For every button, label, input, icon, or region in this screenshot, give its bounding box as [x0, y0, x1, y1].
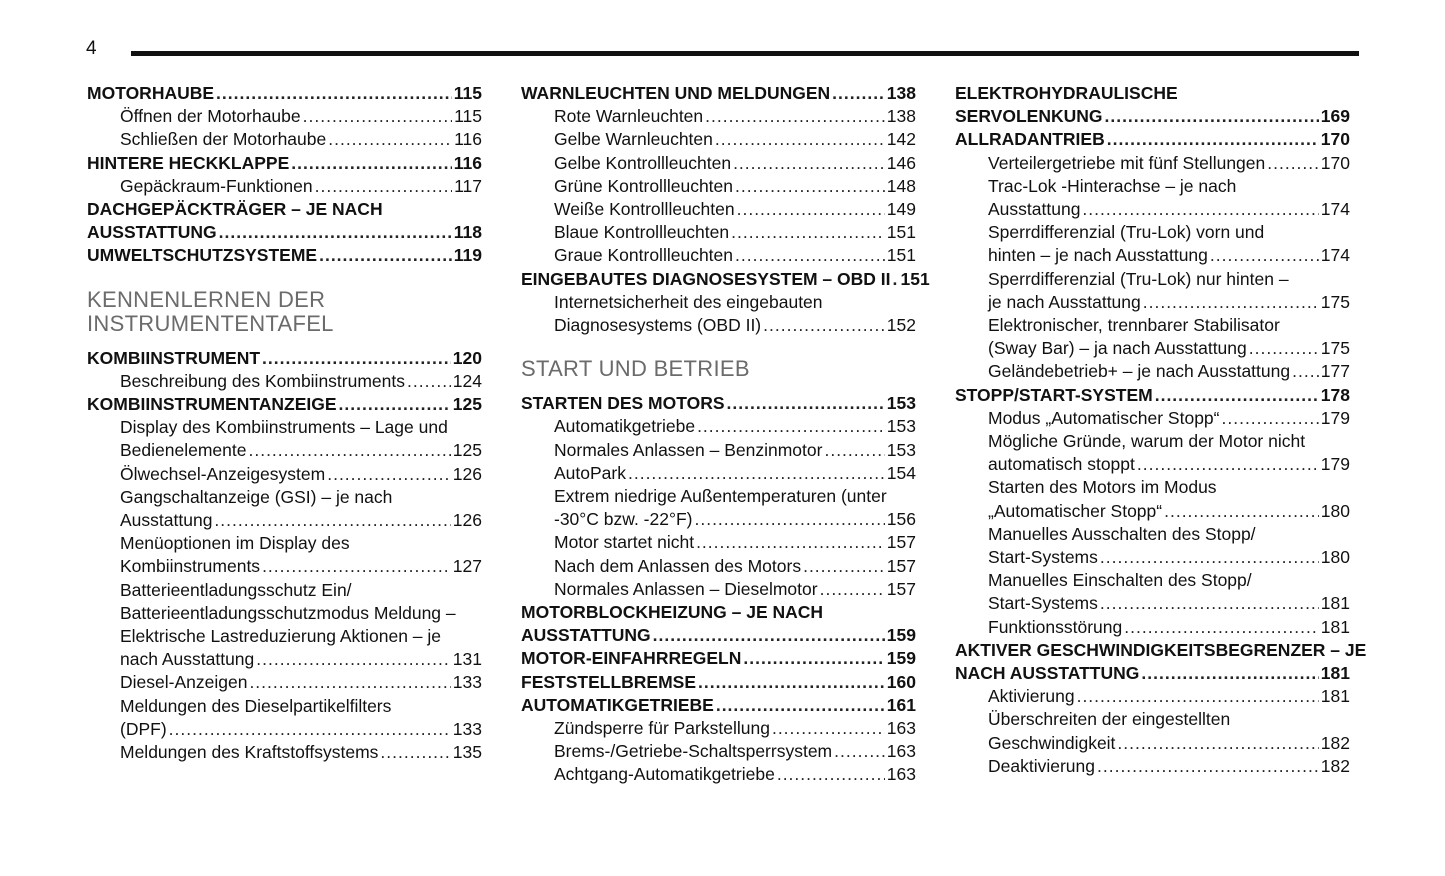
toc-page-number[interactable]: 179	[1320, 407, 1350, 428]
toc-entry-line: Gangschaltanzeige (GSI) – je nach	[120, 486, 393, 507]
section-heading	[521, 357, 916, 381]
toc-subentry[interactable]	[955, 152, 1350, 175]
dot-leader	[407, 370, 451, 393]
toc-subentry[interactable]	[955, 337, 1350, 360]
toc-subentry[interactable]	[955, 755, 1350, 778]
toc-entry-label: Deaktivierung	[988, 755, 1095, 776]
toc-chapter-entry[interactable]	[521, 268, 930, 291]
toc-entry-label: Grüne Kontrollleuchten	[554, 175, 733, 196]
dot-leader	[169, 718, 451, 741]
dot-leader	[733, 152, 885, 175]
toc-page-number[interactable]: 133	[452, 672, 482, 693]
header-rule	[131, 51, 1359, 56]
toc-page-number[interactable]: 124	[452, 370, 482, 391]
toc-subentry[interactable]	[955, 453, 1350, 476]
toc-entry-line: Manuelles Einschalten des Stopp/	[988, 570, 1252, 591]
toc-subentry[interactable]	[955, 244, 1350, 267]
toc-entry-line: Überschreiten der eingestellten	[988, 709, 1231, 730]
toc-page-number[interactable]: 151	[886, 222, 916, 243]
dot-leader	[653, 624, 885, 647]
toc-subentry[interactable]	[955, 291, 1350, 314]
dot-leader	[698, 671, 885, 694]
toc-entry-label: MOTOR-EINFAHRREGELN	[521, 648, 742, 669]
toc-page-number[interactable]: 170	[1320, 152, 1350, 173]
toc-subentry[interactable]	[955, 592, 1350, 615]
dot-leader	[735, 244, 885, 267]
toc-entry-label: Ölwechsel-Anzeigesystem	[120, 463, 326, 484]
toc-subentry[interactable]	[521, 244, 916, 267]
toc-subentry[interactable]	[955, 407, 1350, 430]
toc-entry-label: (Sway Bar) – ja nach Ausstattung	[988, 338, 1247, 359]
toc-page-number[interactable]: 115	[453, 83, 482, 103]
toc-entry-label: Weiße Kontrollleuchten	[554, 199, 735, 220]
toc-page-number[interactable]: 157	[886, 555, 916, 576]
toc-page-number[interactable]: 154	[886, 462, 916, 483]
dot-leader	[1164, 500, 1319, 523]
toc-entry-label: Graue Kontrollleuchten	[554, 245, 733, 266]
toc-entry-label: KOMBIINSTRUMENT	[87, 347, 261, 368]
dot-leader	[735, 175, 885, 198]
toc-page-number[interactable]: 174	[1320, 199, 1350, 220]
dot-leader	[249, 671, 450, 694]
toc-subentry[interactable]	[521, 555, 916, 578]
dot-leader	[1082, 198, 1318, 221]
toc-chapter-entry[interactable]	[955, 105, 1350, 128]
dot-leader	[1292, 360, 1319, 383]
toc-entry-label: Schließen der Motorhaube	[120, 129, 327, 150]
dot-leader	[705, 105, 885, 128]
toc-entry-line: MOTORBLOCKHEIZUNG – JE NACH	[521, 602, 824, 623]
toc-entry-line: Batterieentladungsschutzmodus Meldung –	[120, 602, 456, 623]
toc-page-number[interactable]: 115	[454, 106, 482, 127]
toc-page-number[interactable]: 174	[1320, 245, 1350, 266]
dot-leader	[1104, 105, 1318, 128]
dot-leader	[214, 509, 450, 532]
toc-page-number[interactable]: 152	[886, 315, 916, 336]
toc-entry-label: WARNLEUCHTEN UND MELDUNGEN	[521, 83, 831, 103]
toc-entry-label: Meldungen des Kraftstoffsystems	[120, 742, 379, 763]
toc-column-1	[87, 82, 482, 764]
toc-subentry[interactable]	[955, 616, 1350, 639]
toc-page-number[interactable]: 135	[452, 742, 482, 763]
toc-entry-label: AUSSTATTUNG	[521, 625, 651, 646]
toc-entry-label: Blaue Kontrollleuchten	[554, 222, 730, 243]
toc-entry-label: nach Ausstattung	[120, 649, 255, 670]
toc-entry-line: Meldungen des Dieselpartikelfilters	[120, 695, 392, 716]
dot-leader	[1107, 128, 1319, 151]
dot-leader	[832, 82, 885, 105]
toc-page-number[interactable]: 125	[452, 440, 482, 461]
toc-page-number[interactable]: 118	[453, 222, 482, 243]
toc-entry-label: automatisch stoppt	[988, 454, 1135, 475]
toc-page-number[interactable]: 142	[886, 129, 916, 150]
toc-page-number[interactable]: 157	[886, 578, 916, 599]
toc-entry-label: Zündsperre für Parkstellung	[554, 718, 770, 739]
toc-chapter-entry[interactable]	[521, 82, 916, 105]
dot-leader	[743, 647, 884, 670]
toc-page-number[interactable]: 170	[1320, 129, 1350, 150]
dot-leader	[628, 462, 885, 485]
toc-page-number[interactable]: 182	[1320, 755, 1350, 776]
toc-page-number[interactable]: 146	[886, 152, 916, 173]
toc-entry-line: Mögliche Gründe, warum der Motor nicht	[988, 431, 1306, 452]
dot-leader	[696, 531, 885, 554]
toc-entry-label: Beschreibung des Kombiinstruments	[120, 370, 406, 391]
toc-entry-label: UMWELTSCHUTZSYSTEME	[87, 245, 318, 266]
dot-leader	[1210, 244, 1319, 267]
toc-chapter-entry[interactable]	[955, 662, 1350, 685]
dot-leader	[731, 221, 885, 244]
toc-page-number[interactable]: 148	[886, 175, 916, 196]
dot-leader	[291, 152, 452, 175]
toc-page-number[interactable]: 126	[452, 463, 482, 484]
toc-page-number[interactable]: 175	[1320, 291, 1350, 312]
toc-page-number[interactable]: 153	[886, 439, 916, 460]
toc-subentry[interactable]	[87, 555, 482, 578]
toc-entry-label: Gepäckraum-Funktionen	[120, 175, 313, 196]
toc-entry-label: AUTOMATIKGETRIEBE	[521, 694, 714, 715]
toc-subentry[interactable]	[521, 531, 916, 554]
toc-entry-line: Sperrdifferenzial (Tru-Lok) vorn und	[988, 222, 1265, 243]
toc-entry-label: Start-Systems	[988, 547, 1098, 568]
dot-leader	[824, 439, 884, 462]
toc-entry-label: Verteilergetriebe mit fünf Stellungen	[988, 152, 1266, 173]
toc-entry-label: Ausstattung	[988, 199, 1081, 220]
dot-leader	[694, 508, 884, 531]
dot-leader	[319, 244, 452, 267]
dot-leader	[1137, 453, 1319, 476]
toc-entry-label: MOTORHAUBE	[87, 83, 215, 103]
toc-chapter-entry[interactable]	[521, 624, 916, 647]
toc-chapter-entry[interactable]	[521, 671, 916, 694]
dot-leader	[1222, 407, 1319, 430]
toc-chapter-entry[interactable]	[955, 384, 1350, 407]
toc-page-number[interactable]: 127	[452, 556, 482, 577]
toc-entry-line: Menüoptionen im Display des	[120, 533, 350, 554]
toc-chapter-entry[interactable]	[87, 347, 482, 370]
toc-subentry[interactable]	[87, 370, 482, 393]
toc-subentry[interactable]	[87, 671, 482, 694]
toc-entry-label: Rote Warnleuchten	[554, 106, 704, 127]
toc-chapter-entry[interactable]	[87, 82, 482, 105]
toc-entry-line: DACHGEPÄCKTRÄGER – JE NACH	[87, 199, 383, 220]
dot-leader	[1097, 755, 1319, 778]
toc-page-number[interactable]: 131	[452, 649, 482, 670]
toc-entry-label: Normales Anlassen – Benzinmotor	[554, 439, 823, 460]
toc-entry-label: Diesel-Anzeigen	[120, 672, 248, 693]
dot-leader	[315, 175, 452, 198]
toc-page-number[interactable]: 133	[452, 718, 482, 739]
toc-chapter-entry[interactable]	[955, 128, 1350, 151]
toc-subentry[interactable]	[521, 152, 916, 175]
toc-entry-label: AutoPark	[554, 462, 626, 483]
toc-page-number[interactable]: 163	[886, 718, 916, 739]
toc-entry-label: SERVOLENKUNG	[955, 106, 1103, 127]
toc-page-number[interactable]: 181	[1320, 593, 1350, 614]
toc-subentry[interactable]	[521, 175, 916, 198]
section-heading-line: START UND BETRIEB	[521, 356, 750, 382]
toc-page-number[interactable]: 120	[452, 347, 482, 368]
toc-page-number[interactable]: 125	[452, 394, 482, 415]
toc-entry-label: FESTSTELLBREMSE	[521, 671, 697, 692]
toc-subentry[interactable]	[521, 462, 916, 485]
toc-page-number[interactable]: 126	[452, 510, 482, 531]
toc-page-number[interactable]: 177	[1320, 361, 1350, 382]
dot-leader	[216, 82, 452, 105]
toc-entry-label: Öffnen der Motorhaube	[120, 106, 301, 127]
toc-subentry[interactable]	[521, 415, 916, 438]
toc-chapter-entry[interactable]	[87, 152, 482, 175]
toc-page-number[interactable]: 151	[886, 245, 916, 266]
dot-leader	[328, 128, 452, 151]
toc-subentry[interactable]	[521, 198, 916, 221]
toc-entry-line: Internetsicherheit des eingebauten	[554, 291, 823, 312]
dot-leader	[1155, 384, 1319, 407]
dot-leader	[1117, 732, 1318, 755]
toc-page-number[interactable]: 116	[454, 129, 482, 150]
toc-subentry[interactable]	[955, 546, 1350, 569]
dot-leader	[763, 314, 885, 337]
dot-leader	[697, 415, 885, 438]
toc-page-number[interactable]: 163	[886, 764, 916, 785]
dot-leader	[1141, 662, 1318, 685]
toc-entry-label: Start-Systems	[988, 593, 1098, 614]
toc-page-number[interactable]: 156	[886, 509, 916, 530]
toc-page-number[interactable]: 178	[1320, 384, 1350, 405]
section-heading-line: KENNENLERNEN DER	[87, 286, 326, 312]
toc-entry-label: Diagnosesystems (OBD II)	[554, 315, 762, 336]
toc-entry-label: STARTEN DES MOTORS	[521, 393, 725, 414]
dot-leader	[380, 741, 450, 764]
dot-leader	[777, 763, 885, 786]
toc-page-number[interactable]: 182	[1320, 732, 1350, 753]
toc-entry-line: Sperrdifferenzial (Tru-Lok) nur hinten –	[988, 268, 1289, 289]
toc-chapter-entry[interactable]	[87, 244, 482, 267]
toc-entry-label: -30°C bzw. -22°F)	[554, 509, 693, 530]
toc-page-number[interactable]: 181	[1320, 616, 1350, 637]
toc-subentry[interactable]	[521, 508, 916, 531]
dot-leader	[1143, 291, 1319, 314]
toc-page-number[interactable]: 180	[1320, 500, 1350, 521]
toc-subentry[interactable]	[87, 105, 482, 128]
dot-leader	[339, 393, 451, 416]
page-number: 4	[86, 38, 97, 59]
dot-leader	[715, 128, 885, 151]
toc-entry-line: Display des Kombiinstruments – Lage und	[120, 417, 448, 438]
dot-leader	[893, 268, 899, 291]
toc-entry-label: „Automatischer Stopp“	[988, 500, 1163, 521]
toc-entry-label: KOMBIINSTRUMENTANZEIGE	[87, 394, 337, 415]
toc-entry-line: AKTIVER GESCHWINDIGKEITSBEGRENZER – JE	[955, 639, 1367, 660]
toc-entry-label: Gelbe Warnleuchten	[554, 129, 713, 150]
section-heading	[87, 288, 482, 336]
toc-subentry[interactable]	[521, 105, 916, 128]
toc-entry-label: Nach dem Anlassen des Motors	[554, 555, 802, 576]
toc-subentry[interactable]	[521, 763, 916, 786]
toc-chapter-entry[interactable]	[521, 392, 916, 415]
toc-entry-label: STOPP/START-SYSTEM	[955, 384, 1153, 405]
toc-entry-label: Funktionsstörung	[988, 616, 1123, 637]
toc-entry-line: Elektrische Lastreduzierung Aktionen – je	[120, 626, 442, 647]
toc-subentry[interactable]	[521, 314, 916, 337]
toc-column-3	[955, 82, 1367, 778]
dot-leader	[1077, 685, 1319, 708]
toc-page-number[interactable]: 179	[1320, 454, 1350, 475]
dot-leader	[803, 555, 885, 578]
toc-page-number[interactable]: 181	[1320, 663, 1350, 684]
toc-page-number[interactable]: 151	[900, 268, 930, 289]
toc-entry-line: Starten des Motors im Modus	[988, 477, 1217, 498]
toc-subentry[interactable]	[955, 685, 1350, 708]
dot-leader	[327, 463, 451, 486]
toc-subentry[interactable]	[87, 718, 482, 741]
toc-entry-label: je nach Ausstattung	[988, 291, 1141, 312]
toc-page-number[interactable]: 160	[886, 671, 916, 692]
toc-entry-line: Elektronischer, trennbarer Stabilisator	[988, 315, 1280, 336]
toc-chapter-entry[interactable]	[521, 647, 916, 670]
toc-subentry[interactable]	[955, 732, 1350, 755]
toc-entry-line: Trac-Lok -Hinterachse – je nach	[988, 175, 1237, 196]
dot-leader	[303, 105, 452, 128]
toc-chapter-entry[interactable]	[87, 393, 482, 416]
toc-subentry[interactable]	[521, 717, 916, 740]
toc-entry-label: Gelbe Kontrollleuchten	[554, 152, 732, 173]
toc-entry-label: Modus „Automatischer Stopp“	[988, 407, 1220, 428]
toc-entry-label: EINGEBAUTES DIAGNOSESYSTEM – OBD II	[521, 268, 891, 289]
dot-leader	[1100, 546, 1319, 569]
toc-page-number[interactable]: 138	[886, 83, 916, 103]
toc-subentry[interactable]	[521, 221, 916, 244]
toc-entry-label: NACH AUSSTATTUNG	[955, 663, 1140, 684]
toc-page-number[interactable]: 153	[886, 393, 916, 414]
dot-leader	[1100, 592, 1319, 615]
toc-subentry[interactable]	[87, 128, 482, 151]
toc-entry-label: Brems-/Getriebe-Schaltsperrsystem	[554, 741, 833, 762]
toc-entry-line: Extrem niedrige Außentemperaturen (unter	[554, 486, 887, 507]
dot-leader	[737, 198, 885, 221]
toc-entry-label: Geschwindigkeit	[988, 732, 1116, 753]
dot-leader	[834, 740, 885, 763]
toc-chapter-entry[interactable]	[87, 221, 482, 244]
toc-entry-label: Kombiinstruments	[120, 556, 261, 577]
toc-subentry[interactable]	[521, 740, 916, 763]
toc-entry-line: ELEKTROHYDRAULISCHE	[955, 83, 1178, 103]
toc-subentry[interactable]	[87, 463, 482, 486]
toc-subentry[interactable]	[955, 198, 1350, 221]
dot-leader	[820, 578, 885, 601]
toc-entry-label: Motor startet nicht	[554, 532, 695, 553]
toc-page-number[interactable]: 117	[454, 175, 482, 196]
toc-entry-label: ALLRADANTRIEB	[955, 129, 1105, 150]
toc-page-number[interactable]: 180	[1320, 547, 1350, 568]
toc-column-2	[521, 82, 930, 787]
dot-leader	[1249, 337, 1319, 360]
toc-page-number[interactable]: 161	[886, 694, 916, 715]
toc-entry-label: Achtgang-Automatikgetriebe	[554, 764, 775, 785]
toc-chapter-entry[interactable]	[521, 694, 916, 717]
toc-subentry[interactable]	[87, 741, 482, 764]
toc-entry-label: Automatikgetriebe	[554, 416, 696, 437]
toc-page-number[interactable]: 153	[886, 416, 916, 437]
toc-page-number[interactable]: 119	[453, 245, 482, 266]
dot-leader	[219, 221, 452, 244]
toc-page-number[interactable]: 163	[886, 741, 916, 762]
toc-entry-label: Ausstattung	[120, 510, 213, 531]
toc-subentry[interactable]	[521, 128, 916, 151]
toc-subentry[interactable]	[87, 509, 482, 532]
toc-entry-label: Aktivierung	[988, 686, 1075, 707]
toc-entry-label: hinten – je nach Ausstattung	[988, 245, 1208, 266]
toc-page-number[interactable]: 116	[453, 152, 482, 173]
toc-page-number[interactable]: 157	[886, 532, 916, 553]
dot-leader	[248, 439, 450, 462]
toc-entry-label: Bedienelemente	[120, 440, 247, 461]
section-heading-line: INSTRUMENTENTAFEL	[87, 310, 334, 336]
dot-leader	[727, 392, 885, 415]
toc-subentry[interactable]	[955, 360, 1350, 383]
toc-page-number[interactable]: 169	[1320, 106, 1350, 127]
toc-subentry[interactable]	[87, 439, 482, 462]
dot-leader	[716, 694, 885, 717]
toc-page-number[interactable]: 159	[886, 625, 916, 646]
toc-page-number[interactable]: 138	[886, 106, 916, 127]
toc-entry-line: Batterieentladungsschutz Ein/	[120, 579, 352, 600]
toc-entry-label: (DPF)	[120, 718, 167, 739]
toc-page-number[interactable]: 181	[1320, 686, 1350, 707]
toc-entry-label: AUSSTATTUNG	[87, 222, 217, 243]
toc-entry-label: Normales Anlassen – Dieselmotor	[554, 578, 818, 599]
toc-entry-line: Manuelles Ausschalten des Stopp/	[988, 523, 1256, 544]
dot-leader	[1124, 616, 1319, 639]
toc-entry-label: HINTERE HECKKLAPPE	[87, 152, 290, 173]
toc-subentry[interactable]	[521, 578, 916, 601]
dot-leader	[262, 347, 451, 370]
toc-page-number[interactable]: 159	[886, 648, 916, 669]
toc-subentry[interactable]	[87, 175, 482, 198]
toc-page-number[interactable]: 175	[1320, 338, 1350, 359]
dot-leader	[772, 717, 885, 740]
dot-leader	[262, 555, 451, 578]
toc-entry-label: Geländebetrieb+ – je nach Ausstattung	[988, 361, 1291, 382]
toc-subentry[interactable]	[955, 500, 1350, 523]
toc-subentry[interactable]	[521, 439, 916, 462]
dot-leader	[256, 648, 451, 671]
toc-subentry[interactable]	[87, 648, 482, 671]
toc-page-number[interactable]: 149	[886, 199, 916, 220]
dot-leader	[1267, 152, 1319, 175]
